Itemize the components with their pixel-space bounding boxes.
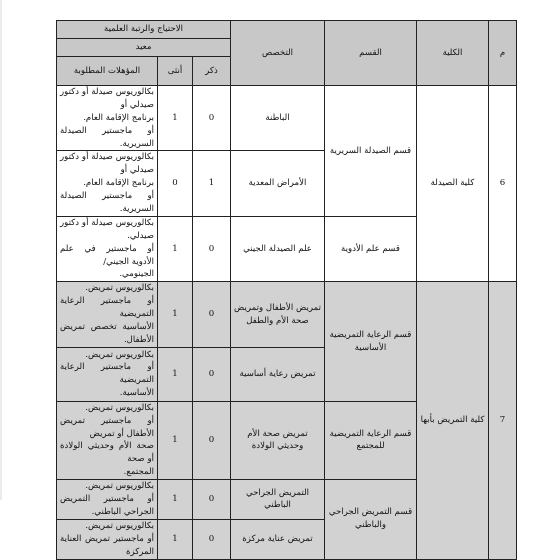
qualifications-cell (57, 480, 158, 520)
male-count: 0 (193, 282, 231, 347)
department-cell: قسم الرعاية التمريضية الأساسية (325, 282, 417, 401)
qualifications-cell (57, 347, 158, 401)
specialty-cell: تمريض عناية مركزة (231, 519, 325, 559)
qualification-line: أو ماجستير في علم الأدوية الجيني/ (60, 243, 155, 267)
male-count: 1 (193, 151, 231, 216)
qualifications-cell (57, 519, 158, 559)
qualification-line: أو ماجستير التمريض الجراحي الباطني. (60, 494, 155, 517)
male-count: 0 (193, 347, 231, 401)
college-cell: كلية الصيدلة (417, 86, 489, 282)
qualification-line: برنامج الإقامة العام. (83, 178, 155, 189)
specialty-cell: تمريض صحة الأم وحديثي الولادة (231, 401, 325, 479)
female-count: 1 (158, 519, 193, 559)
department-cell: قسم علم الأدوية (325, 216, 417, 281)
header-qualifications: المؤهلات المطلوبة (57, 57, 158, 86)
qualification-line: أو ماجستير الرعاية التمريضية (60, 362, 155, 386)
header-department: القسم (325, 21, 417, 86)
female-count: 1 (158, 282, 193, 347)
specialty-cell: تمريض الأطفال وتمريض صحة الأم والطفل (231, 282, 325, 347)
qualification-line: الأساسية تخصص تمريض الأطفال. (60, 322, 155, 345)
header-need-group: الاحتياج والرتبة العلمية (57, 21, 231, 39)
female-count: 1 (158, 347, 193, 401)
specialty-cell: الأمراض المعدية (231, 151, 325, 216)
college-cell: كلية التمريض بأبها (417, 282, 489, 559)
qualification-line: الجينومي. (119, 269, 155, 280)
qualification-line: بكالوريوس صيدلة أو دكتور صيدلي أو (60, 87, 155, 110)
qualifications-cell (57, 282, 158, 347)
header-specialty: التخصص (231, 21, 325, 86)
specialty-cell: التمريض الجراحي الباطني (231, 480, 325, 520)
male-count: 0 (193, 216, 231, 281)
qualification-line: الأساسية. (119, 388, 155, 399)
header-female: أنثى (158, 57, 193, 86)
qualification-line: أو ماجستير الرعاية التمريضية (60, 296, 155, 320)
department-cell: قسم الصيدلة السريرية (325, 86, 417, 217)
qualification-line: بكالوريوس صيدلة أو دكتور صيدلي أو (60, 152, 155, 176)
vacancies-table (56, 20, 517, 560)
specialty-cell: الباطنة (231, 86, 325, 151)
header-no: م (489, 21, 517, 86)
qualifications-cell (57, 151, 158, 216)
header-male: ذكر (193, 57, 231, 86)
qualification-line: بكالوريوس تمريض. (85, 283, 155, 294)
qualification-line: بكالوريوس تمريض. (85, 520, 155, 531)
row-number: 7 (489, 282, 517, 559)
qualification-line: بكالوريوس صيدلة أو دكتور صيدلي. (60, 217, 155, 241)
qualification-line: بكالوريوس تمريض. (85, 402, 155, 413)
page-edge (0, 0, 2, 500)
female-count: 1 (158, 216, 193, 281)
female-count: 1 (158, 86, 193, 151)
female-count: 1 (158, 401, 193, 479)
qualification-line: بكالوريوس تمريض. (85, 481, 155, 492)
qualification-line: بكالوريوس تمريض. (85, 349, 155, 360)
qualification-line: أو ماجستير تمريض الأطفال أو تمريض (60, 415, 155, 439)
qualification-line: برنامج الإقامة العام. (83, 112, 155, 123)
header-rank: معيد (57, 39, 231, 57)
department-cell: قسم الرعاية التمريضية للمجتمع (325, 401, 417, 479)
row-number: 6 (489, 86, 517, 282)
qualifications-cell (57, 216, 158, 281)
header-college: الكلية (417, 21, 489, 86)
male-count: 0 (193, 519, 231, 559)
specialty-cell: علم الصيدلة الجيني (231, 216, 325, 281)
qualification-line: أو ماجستير تمريض العناية المركزة (60, 533, 155, 557)
qualification-line: أو ماجستير الصيدلة السريرية. (60, 191, 155, 215)
qualifications-cell (57, 401, 158, 479)
qualification-line: أو ماجستير الصيدلة السريرية. (60, 125, 155, 149)
male-count: 0 (193, 86, 231, 151)
specialty-cell: تمريض رعاية أساسية (231, 347, 325, 401)
male-count: 0 (193, 401, 231, 479)
female-count: 1 (158, 480, 193, 520)
male-count: 0 (193, 480, 231, 520)
qualification-line: المجتمع. (123, 467, 155, 478)
qualifications-cell (57, 86, 158, 151)
female-count: 0 (158, 151, 193, 216)
department-cell: قسم التمريض الجراحي والباطني (325, 480, 417, 559)
qualification-line: صحة الأم وحديثي الولادة أو صحة (60, 441, 155, 465)
